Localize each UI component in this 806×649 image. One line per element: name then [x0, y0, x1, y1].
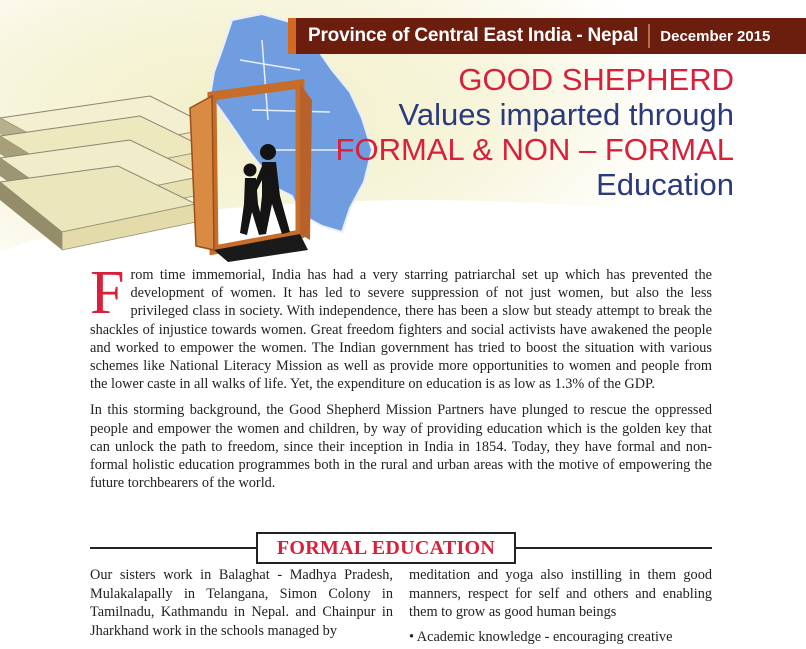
title-line-1: GOOD SHEPHERD [458, 62, 734, 97]
heading-box: FORMAL EDUCATION [256, 532, 516, 564]
intro-paragraph-1 [90, 259, 712, 393]
formal-education-columns [90, 566, 712, 649]
bar-accent-edge [288, 18, 296, 54]
intro-paragraph-2: In this storming background, the Good Shepherd Mission Partners have plunged to rescue the oppressed people and empower the women and children, by way of providing education which is the golden key that can unlock the path to freedom, since their inception in India in 1854. Today, they have formal and non-formal holistic education programmes both in the rural and urban areas with the motive of empowering the future torchbearers of the world. [90, 402, 712, 492]
title-line-4: Education [596, 167, 734, 202]
column-right-bullet: • Academic knowledge - encouraging creative [409, 628, 673, 645]
heading-rule-left [90, 547, 256, 549]
intro-text [90, 259, 712, 492]
formal-education-heading [90, 532, 712, 564]
title-line-2: Values imparted through [398, 97, 734, 132]
intro-paragraph-1-text: rom time immemorial, India has had a very starring patriarchal set up which has prevented the development of women. It has led to severe suppression of not just women, but also the less privileged class in society. With independence, there has been a slow but steady attempt to break the shackles of injustice towards women. Great freedom fighters and social activists have awakened the people and worked to empower the women. The Indian government has tried to boost the situation with various schemes like National Literacy Mission as well as provide more opportunities to women and people from the lower caste in all walks of life. Yet, the expenditure on education is as low as 1.3% of the GDP. [90, 267, 712, 393]
drop-cap: F [90, 259, 125, 327]
heading-rule-right [516, 547, 712, 549]
province-date-bar [296, 18, 806, 54]
bar-divider [648, 24, 650, 48]
column-right-text: meditation and yoga also instilling in them good manners, respect for self and others and enabling them to grow as good human beings [409, 567, 712, 620]
article-title [336, 64, 734, 200]
column-left-text: Our sisters work in Balaghat - Madhya Pradesh, Mulakalapally in Telangana, Simon Colony in Tamilnadu, Kathmandu in Nepal. and Chainpur in Jharkhand work in the schools managed by [90, 567, 393, 639]
header-banner [0, 0, 806, 285]
column-right [409, 566, 712, 649]
title-line-3: FORMAL & NON – FORMAL [335, 132, 734, 167]
province-label: Province of Central East India - Nepal [308, 25, 639, 46]
issue-date: December 2015 [660, 27, 771, 45]
books-stack [0, 96, 214, 250]
column-left [90, 566, 393, 649]
